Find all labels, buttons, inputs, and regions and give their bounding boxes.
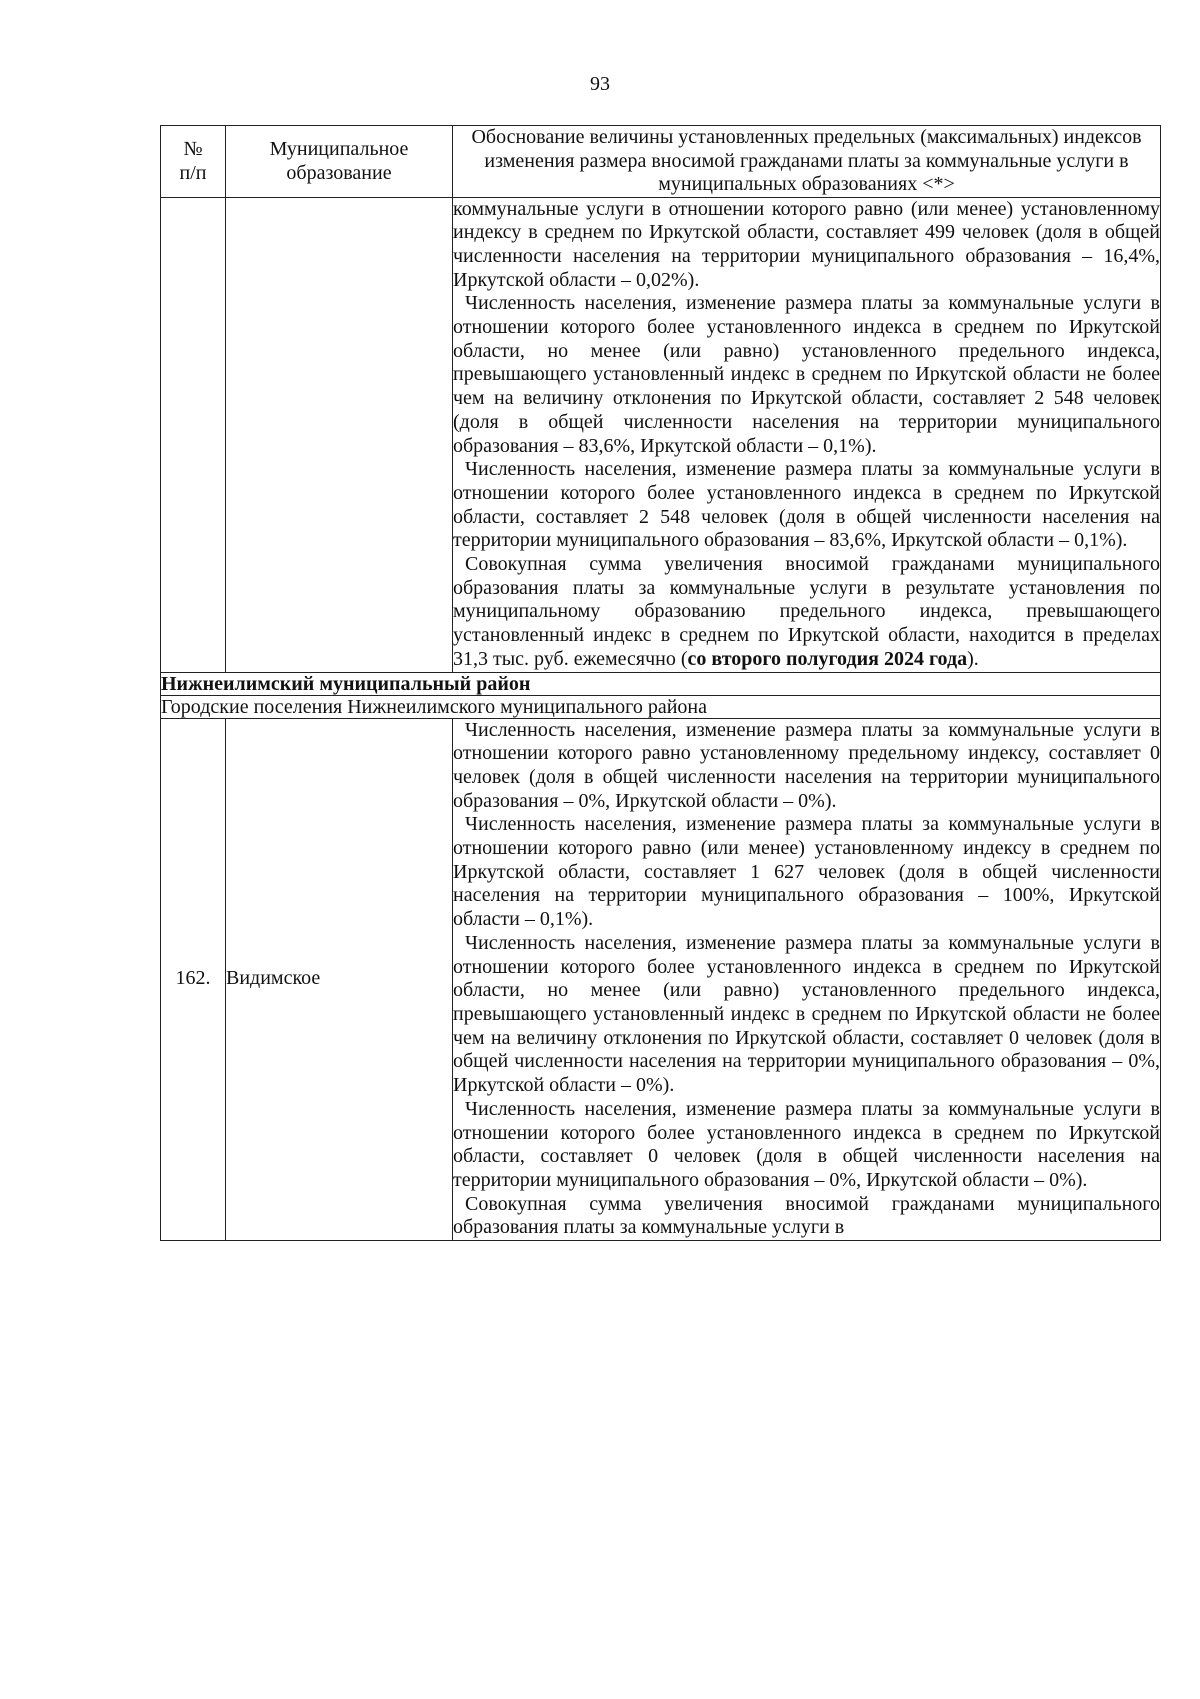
district-name: Нижнеилимский муниципальный район <box>161 672 1161 695</box>
table-header-row <box>161 126 1161 198</box>
table-row-162 <box>161 718 1161 1240</box>
paragraph <box>453 553 1160 672</box>
page-number: 93 <box>590 73 610 95</box>
name-cell-empty <box>226 197 453 672</box>
paragraph: Численность населения, изменение размера платы за коммунальные услуги в отношении которого более установленного индекса в среднем по Иркутской области, но менее (или равно) установленного предельного индекса, превышающего установленный индекс в среднем по Иркутской области не более чем на величину отклонения по Иркутской области, составляет 0 человек (доля в общей численности населения на территории муниципального образования – 0%, Иркутской области – 0%). <box>453 931 1160 1097</box>
header-justification: Обоснование величины установленных предельных (максимальных) индексов изменения размера вносимой гражданами платы за коммунальные услуги в муниципальных образованиях <*> <box>453 126 1161 198</box>
header-municipality: Муниципальное образование <box>226 126 453 198</box>
settlements-row <box>161 695 1161 718</box>
settlements-group-name: Городские поселения Нижнеилимского муниципального района <box>161 695 1161 718</box>
justification-cell <box>453 197 1161 672</box>
paragraph: Численность населения, изменение размера платы за коммунальные услуги в отношении которого равно (или менее) установленному индексу в среднем по Иркутской области, составляет 1 627 человек (доля в общей численности населения на территории муниципального образования – 100%, Иркутской области – 0,1%). <box>453 813 1160 931</box>
district-row <box>161 672 1161 695</box>
paragraph: Совокупная сумма увеличения вносимой гражданами муниципального образования платы за коммунальные услуги в <box>453 1192 1160 1239</box>
paragraph-end: ). <box>967 647 979 670</box>
paragraph-bold-period: со второго полугодия 2024 года <box>687 647 968 670</box>
municipality-name: Видимское <box>226 718 453 1240</box>
justification-table <box>160 125 1161 1241</box>
paragraph: Численность населения, изменение размера платы за коммунальные услуги в отношении которого равно установленному предельному индексу, составляет 0 человек (доля в общей численности населения на территории муниципального образования – 0%, Иркутской области – 0%). <box>453 718 1160 812</box>
table-row-continued <box>161 197 1161 672</box>
paragraph-text: Совокупная сумма увеличения вносимой гражданами муниципального образования платы за коммунальные услуги в результате установления по муниципальному образованию предельного индекса, превышающего установленный индекс в среднем по Иркутской области, находится в пределах 31,3 тыс. руб. ежемесячно ( <box>453 553 1160 670</box>
row-number: 162. <box>161 718 226 1240</box>
paragraph: коммунальные услуги в отношении которого равно (или менее) установленному индексу в среднем по Иркутской области, составляет 499 человек (доля в общей численности населения на территории муниципального образования – 16,4%, Иркутской области – 0,02%). <box>453 197 1160 291</box>
header-number: № п/п <box>161 126 226 198</box>
paragraph: Численность населения, изменение размера платы за коммунальные услуги в отношении которого более установленного индекса в среднем по Иркутской области, составляет 0 человек (доля в общей численности населения на территории муниципального образования – 0%, Иркутской области – 0%). <box>453 1097 1160 1191</box>
justification-cell <box>453 718 1161 1240</box>
paragraph: Численность населения, изменение размера платы за коммунальные услуги в отношении которого более установленного индекса в среднем по Иркутской области, но менее (или равно) установленного предельного индекса, превышающего установленный индекс в среднем по Иркутской области не более чем на величину отклонения по Иркутской области, составляет 2 548 человек (доля в общей численности населения на территории муниципального образования – 83,6%, Иркутской области – 0,1%). <box>453 292 1160 457</box>
paragraph: Численность населения, изменение размера платы за коммунальные услуги в отношении которого более установленного индекса в среднем по Иркутской области, составляет 2 548 человек (доля в общей численности населения на территории муниципального образования – 83,6%, Иркутской области – 0,1%). <box>453 458 1160 552</box>
number-cell-empty <box>161 197 226 672</box>
